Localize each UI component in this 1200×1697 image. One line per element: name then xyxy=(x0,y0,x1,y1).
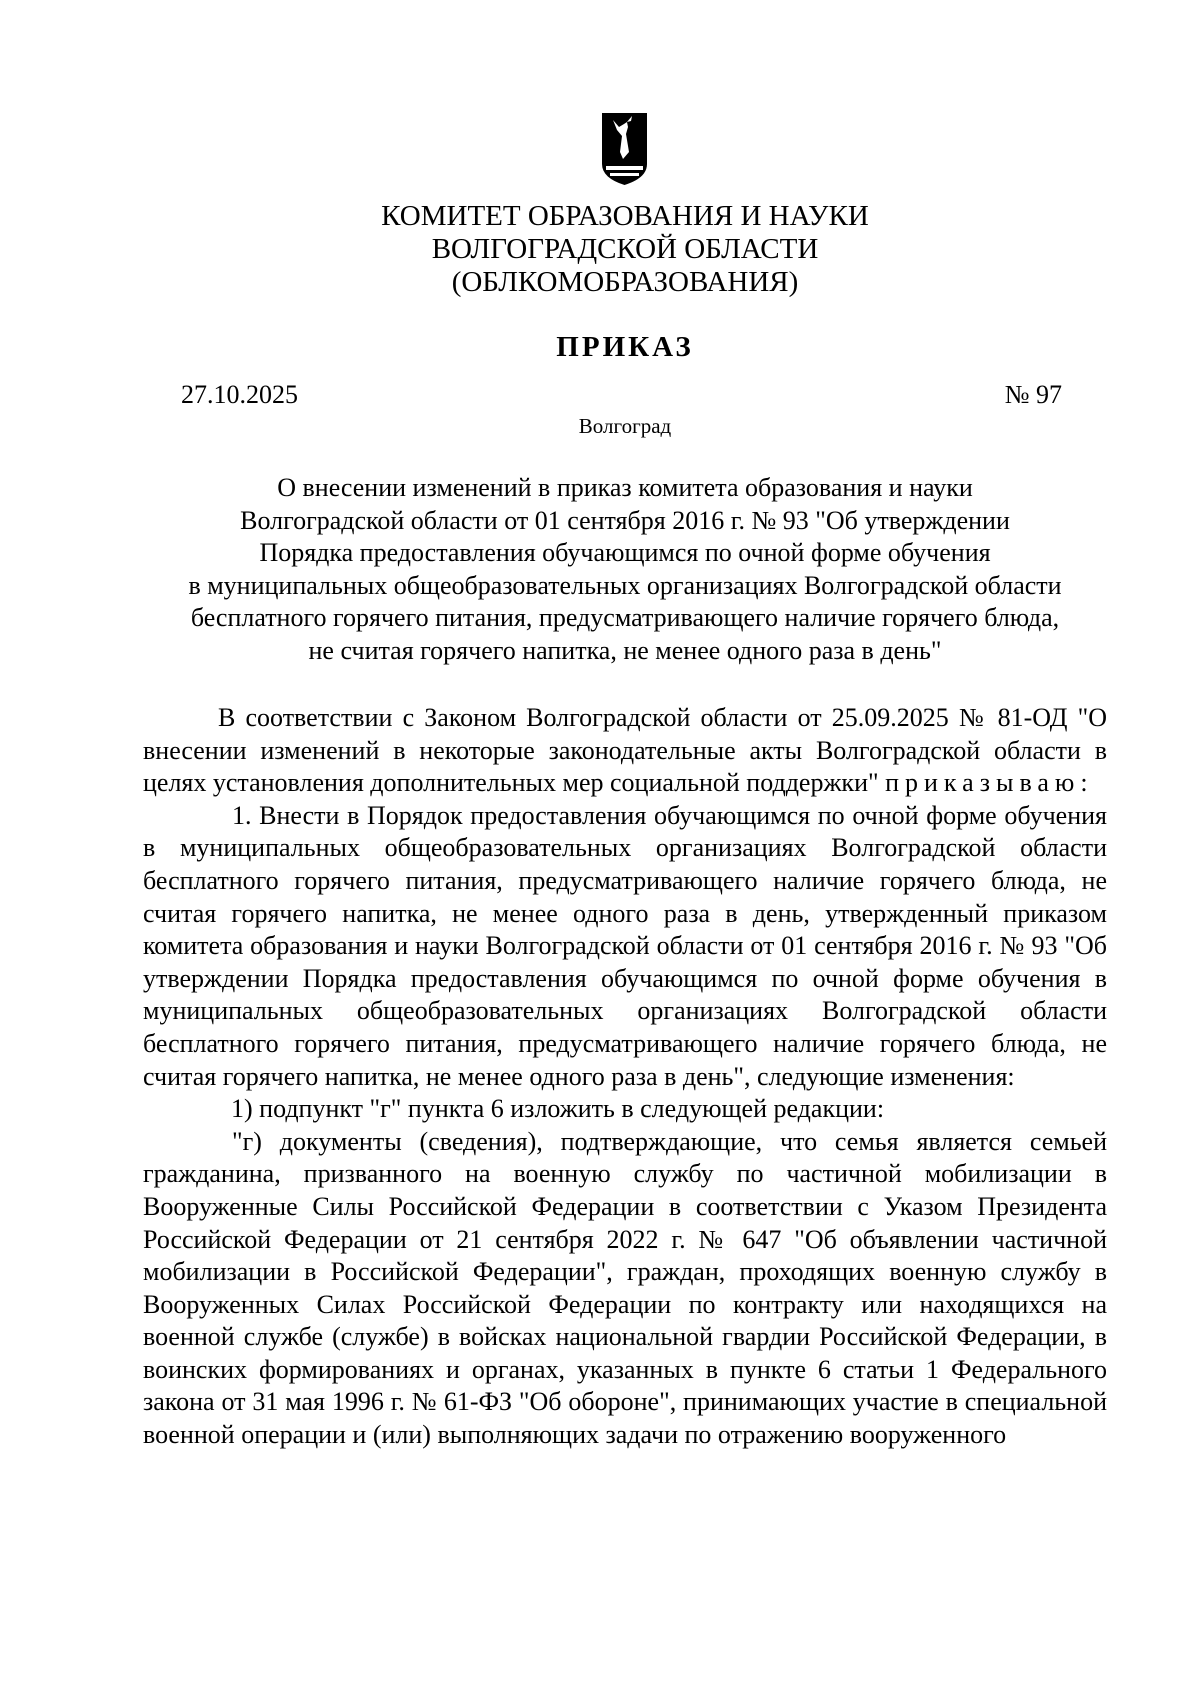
subject-line: Волгоградской области от 01 сентября 2016 г. № 93 "Об утверждении xyxy=(240,505,1010,535)
quoted-text-paragraph: "г) документы (сведения), подтверждающие, что семья является семьей гражданина, призванного на военную службу по частичной мобилизации в Вооруженные Силы Российской Федерации в соответствии с Указом Президента Российской Федерации от 21 сентября 2022 г. № 647 "Об объявлении частичной мобилизации в Российской Федерации", граждан, проходящих военную службу в Вооруженных Силах Российской Федерации по контракту или находящихся на военной службе (службе) в войсках национальной гвардии Российской Федерации, в воинских формированиях и органах, указанных в пункте 6 статьи 1 Федерального закона от 31 мая 1996 г. № 61-ФЗ "Об обороне", принимающих участие в специальной военной операции и (или) выполняющих задачи по отражению вооруженного xyxy=(143,1126,1107,1450)
organization-name xyxy=(0,200,1200,299)
document-body xyxy=(143,702,1107,1452)
item-1-paragraph: 1. Внести в Порядок предоставления обучающимся по очной форме обучения в муниципальных общеобразовательных организациях Волгоградской области бесплатного горячего питания, предусматривающего наличие горячего блюда, не считая горячего напитка, не менее одного раза в день, утвержденный приказом комитета образования и науки Волгоградской области от 01 сентября 2016 г. № 93 "Об утверждении Порядка предоставления обучающимся по очной форме обучения в муниципальных общеобразовательных организациях Волгоградской области бесплатного горячего питания, предусматривающего наличие горячего блюда, не считая горячего напитка, не менее одного раза в день", следующие изменения: xyxy=(143,800,1107,1091)
document-number: № 97 xyxy=(1004,380,1062,409)
order-word: приказываю: xyxy=(885,768,1094,798)
org-line-3: (ОБЛКОМОБРАЗОВАНИЯ) xyxy=(451,266,799,298)
org-line-2: ВОЛГОГРАДСКОЙ ОБЛАСТИ xyxy=(431,233,819,265)
preamble-text: В соответствии с Законом Волгоградской области от 25.09.2025 № 81-ОД "О внесении изменений в некоторые законодательные акты Волгоградской области в целях установления дополнительных мер социальной поддержки" xyxy=(143,703,1107,798)
subject-line: в муниципальных общеобразовательных организациях Волгоградской области xyxy=(188,570,1062,600)
subitem-1-paragraph: 1) подпункт "г" пункта 6 изложить в следующей редакции: xyxy=(231,1094,885,1124)
document-subject xyxy=(140,472,1110,668)
volgograd-coat-of-arms-icon xyxy=(601,112,648,186)
subject-line: О внесении изменений в приказ комитета образования и науки xyxy=(277,473,973,502)
document-date: 27.10.2025 xyxy=(181,380,298,409)
document-city: Волгоград xyxy=(578,414,672,438)
subject-line: Порядка предоставления обучающимся по очной форме обучения xyxy=(259,538,991,568)
preamble-paragraph xyxy=(143,702,1107,800)
subject-line: не считая горячего напитка, не менее одного раза в день" xyxy=(308,635,942,665)
org-line-1: КОМИТЕТ ОБРАЗОВАНИЯ И НАУКИ xyxy=(381,200,869,232)
subject-line: бесплатного горячего питания, предусматривающего наличие горячего блюда, xyxy=(190,603,1060,633)
document-type: ПРИКАЗ xyxy=(556,331,694,363)
